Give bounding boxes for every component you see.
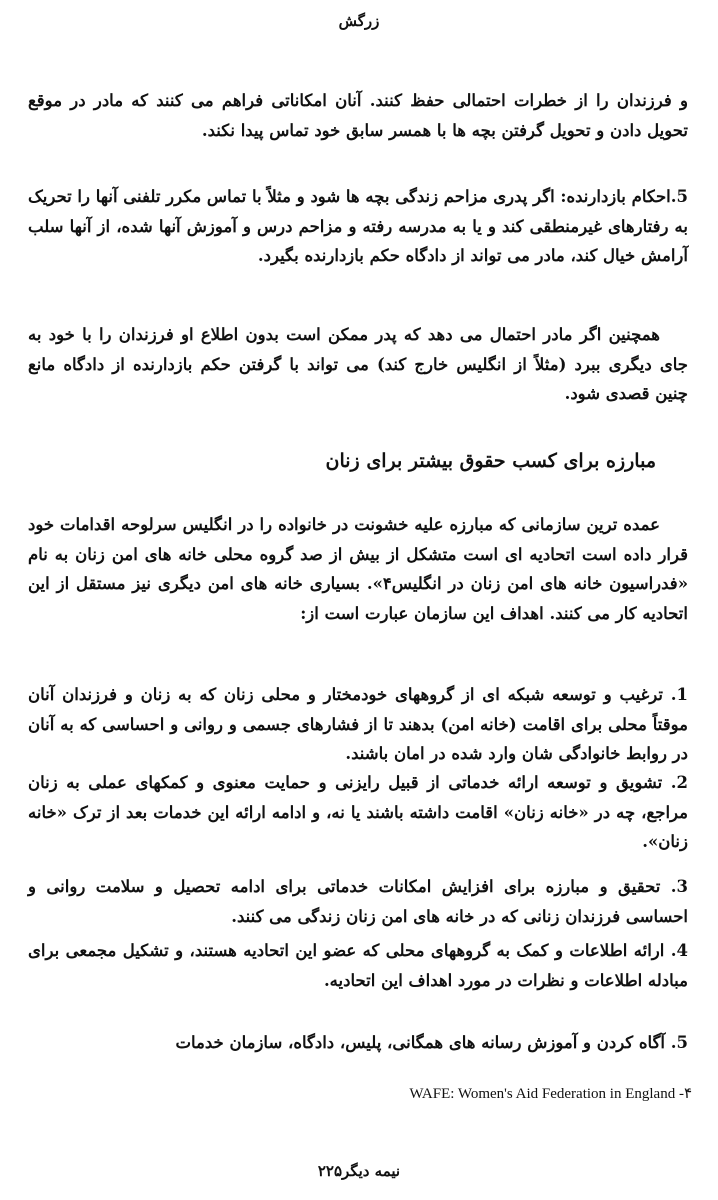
- page-footer: نیمه دیگر۲۲۵: [317, 1162, 401, 1180]
- list-item-3: 3. تحقیق و مبارزه برای افزایش امکانات خدماتی برای ادامه تحصیل و سلامت روانی و احساسی فرزندان زنانی که در خانه های امن زنان زندگی می کنند.: [28, 877, 688, 926]
- paragraph-safety-intro: و فرزندان را از خطرات احتمالی حفظ کنند. آنان امکاناتی فراهم می کنند که مادر در موقع تحویل دادن و تحویل گرفتن بچه ها با همسر سابق خود تماس پیدا نکند.: [28, 91, 688, 140]
- list-item-2: 2. تشویق و توسعه ارائه خدماتی از قبیل رایزنی و حمایت معنوی و کمکهای عملی به زنان مراجع، چه در «خانه زنان» اقامت داشته باشند یا نه، و ادامه ارائه این خدمات بعد از ترک «خانه زنان».: [28, 773, 688, 851]
- list-item-1: 1. ترغیب و توسعه شبکه ای از گروههای خودمختار و محلی زنان که به زنان و فرزندان آنان موقتاً محلی برای اقامت (خانه امن) بدهند تا از فشارهای جسمی و روانی و احساسی که به آنان در روابط خانوادگی شان وارد شده در امان باشند.: [28, 685, 688, 763]
- paragraph-restraining-orders-cont: همچنین اگر مادر احتمال می دهد که پدر ممکن است بدون اطلاع او فرزندان را با خود به جای دیگری ببرد (مثلاً از انگلیس خارج کند) می تواند با گرفتن حکم بازدارنده از دادگاه مانع چنین قصدی شود.: [28, 325, 688, 403]
- running-header: زرگش: [338, 12, 380, 30]
- section-heading: مبارزه برای کسب حقوق بیشتر برای زنان: [325, 450, 656, 472]
- list-item-4: 4. ارائه اطلاعات و کمک به گروههای محلی که عضو این اتحادیه هستند، و تشکیل مجمعی برای مبادله اطلاعات و نظرات در مورد اهداف این اتحادیه.: [28, 941, 688, 990]
- paragraph-wafe-intro: عمده ترین سازمانی که مبارزه علیه خشونت در خانواده را در انگلیس سرلوحه اقدامات خود قرار داده است اتحادیه ای است متشکل از بیش از صد گروه محلی خانه های امن زنان به نام «فدراسیون خانه های امن زنان در انگلیس۴». بسیاری خانه های امن دیگری نیز مستقل از این اتحادیه کار می کنند. اهداف این سازمان عبارت است از:: [28, 515, 689, 623]
- paragraph-restraining-orders: 5.احکام بازدارنده: اگر پدری مزاحم زندگی بچه ها شود و مثلاً با تماس مکرر تلفنی آنها را تحریک به رفتارهای غیرمنطقی کند و یا به مدرسه رفته و مزاحم درس و آموزش آنها شده، از آنها سلب آرامش خیال کند، مادر می تواند از دادگاه حکم بازدارنده بگیرد.: [27, 187, 688, 265]
- list-item-5: 5. آگاه کردن و آموزش رسانه های همگانی، پلیس، دادگاه، سازمان خدمات: [175, 1033, 688, 1052]
- footnote: WAFE: Women's Aid Federation in England -۴: [409, 1086, 692, 1102]
